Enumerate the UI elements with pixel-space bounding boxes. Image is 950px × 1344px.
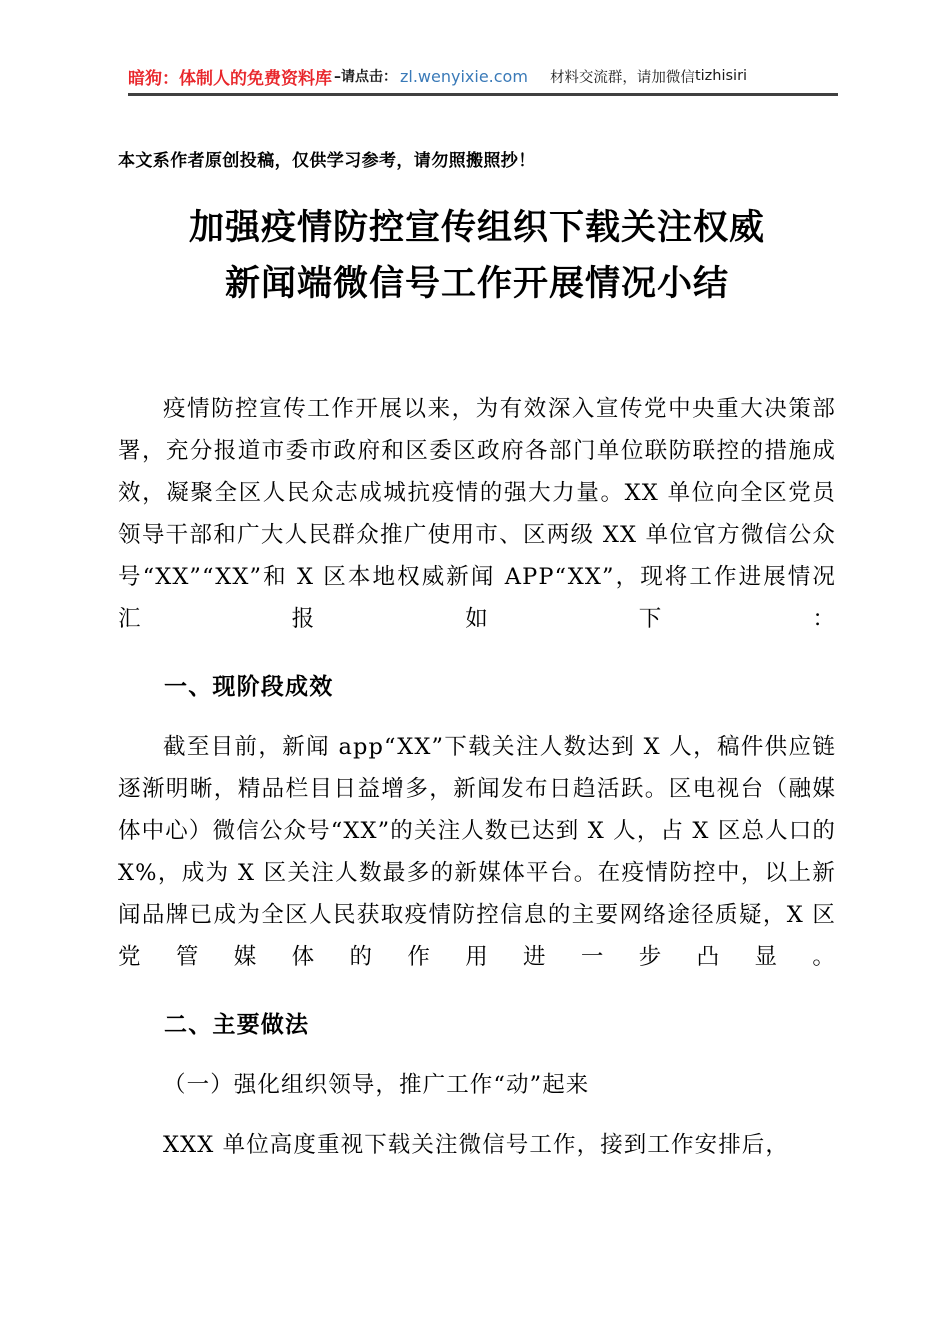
page-title-line-2: 新闻端微信号工作开展情况小结	[224, 263, 729, 304]
page-title-line-1: 加强疫情防控宣传组织下载关注权威	[188, 207, 765, 248]
promo-website-link[interactable]: zl.wenyixie.com	[400, 66, 528, 86]
promo-brand-label: 暗狗：体制人的免费资料库	[128, 68, 332, 89]
spacer	[118, 978, 836, 1004]
promo-header-banner	[128, 60, 838, 92]
promo-wechat-id: tizhisiri	[694, 68, 748, 84]
document-body	[118, 388, 836, 1166]
page-title	[118, 200, 836, 312]
section-heading-2: 二、主要做法	[164, 1012, 310, 1038]
spacer	[118, 1046, 836, 1064]
header-divider-rule	[128, 93, 838, 96]
disclaimer-note: 本文系作者原创投稿，仅供学习参考，请勿照搬照抄！	[118, 151, 536, 171]
section-heading-1: 一、现阶段成效	[164, 674, 334, 700]
body-paragraph-measures: XXX 单位高度重视下载关注微信号工作，接到工作安排后，	[163, 1132, 790, 1158]
body-paragraph-intro: 疫情防控宣传工作开展以来，为有效深入宣传党中央重大决策部署，充分报道市委市政府和区委区政府各部门单位联防联控的措施成效，凝聚全区人民众志成城抗疫情的强大力量。XX 单位向全区党员领导干部和广大人民群众推广使用市、区两级 XX 单位官方微信公众号“XX”“XX”和 X 区本地权威新闻 APP“XX”，现将工作进展情况汇报如下：	[118, 396, 836, 632]
subsection-heading-1: （一）强化组织领导，推广工作“动”起来	[163, 1072, 590, 1098]
spacer	[118, 1106, 836, 1124]
spacer	[118, 640, 836, 666]
spacer	[118, 708, 836, 726]
promo-click-prompt: –请点击：	[334, 69, 397, 85]
promo-group-label: 材料交流群，请加微信	[549, 69, 695, 86]
body-paragraph-results: 截至目前，新闻 app“XX”下载关注人数达到 X 人，稿件供应链逐渐明晰，精品栏目日益增多，新闻发布日趋活跃。区电视台（融媒体中心）微信公众号“XX”的关注人数已达到 X 人，占 X 区总人口的 X%，成为 X 区关注人数最多的新媒体平台。在疫情防控中，以上新闻品牌已成为全区人民获取疫情防控信息的主要网络途径质疑，X 区党管媒体的作用进一步凸显。	[118, 734, 836, 970]
